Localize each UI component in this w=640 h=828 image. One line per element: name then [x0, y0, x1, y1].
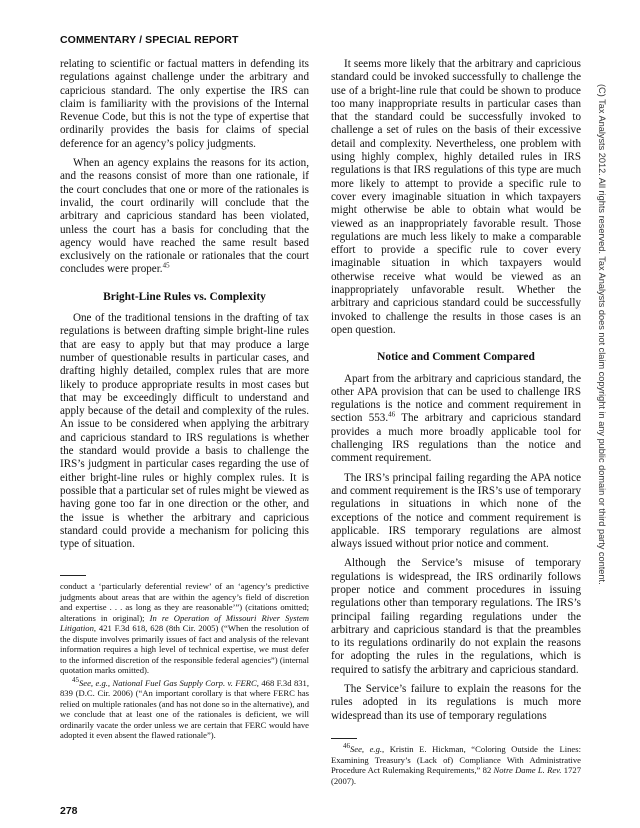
footnote-text: , 468 F.3d 831, 839 (D.C. Cir. 2006) (“An important corollary is that where FERC has relied on multiple rationales (and has not done so in the alternative), and we conclude that at least one of the rationales is deficient, we will ordinarily vacate the order unless we are certain that FERC would have adopted it even absent the flawed rationale”). — [60, 677, 309, 740]
paragraph-text: Apart from the arbitrary and capricious standard, the other APA provision that can be used to challenge IRS regulations is the notice and comment requirement in section 553. — [331, 372, 581, 425]
section-heading: Notice and Comment Compared — [377, 351, 535, 364]
left-column — [60, 58, 309, 557]
footnotes-right — [331, 744, 581, 788]
footnote-46 — [331, 744, 581, 786]
footnote-continuation — [60, 581, 309, 676]
paragraph: relating to scientific or factual matters in defending its regulations against challenge under the arbitrary and capricious standard. The only expertise the IRS can claim is familiarity with the provisions of the Internal Revenue Code, but this is not the type of expertise that ordinarily provides the basis for claims of special deference for an agency’s policy judgments. — [60, 58, 309, 150]
paragraph: Although the Service’s misuse of temporary regulations is widespread, the IRS ordinarily follows proper notice and comment procedures in issuing regulations other than temporary regulations. The IRS’s principal failing regarding regulations under the arbitrary and capricious standard is that the preambles to its regulations ordinarily do not explain the reasons for adopting the rules in the regulations, which is required to satisfy the arbitrary and capricious standard. — [331, 557, 581, 676]
footnote-ref-45[interactable]: 45 — [162, 261, 170, 270]
footnote-text: 1727 (2007). — [331, 765, 581, 786]
paragraph: One of the traditional tensions in the drafting of tax regulations is between drafting simple bright-line rules that are easy to apply but that may produce a large number of questionable results in particular cases, and drafting highly detailed, complex rules that are more likely to produce appropriate results in most cases but that may be exceedingly difficult to understand and apply because of the detail and complexity of the rules. An issue to be considered when applying the arbitrary and capricious standard to IRS regulations is whether the standard would provide a basis to challenge the IRS’s judgment in particular cases regarding the use of either bright-line rules or highly complex rules. It is possible that a particular set of rules might be viewed as having gone too far in one direction or the other, and the issue is whether the arbitrary and capricious standard could provide a mechanism for policing this type of situation. — [60, 312, 309, 551]
footnote-divider — [331, 738, 357, 739]
journal-name: Notre Dame L. Rev. — [493, 765, 562, 775]
paragraph — [331, 373, 581, 466]
running-header: COMMENTARY / SPECIAL REPORT — [60, 34, 239, 46]
citation-signal: See, e.g., National Fuel Gas Supply Corp. v. FERC — [79, 677, 257, 688]
footnote-45 — [60, 675, 309, 741]
paragraph-text: The arbitrary and capricious standard provides a much more broadly applicable tool for challenging IRS regulations than the notice and comment requirement. — [331, 412, 581, 465]
section-heading: Bright-Line Rules vs. Complexity — [103, 290, 266, 303]
citation-signal: See, e.g. — [350, 744, 383, 754]
footnote-text: , 421 F.3d 618, 628 (8th Cir. 2005) (“When the resolution of the dispute involves primarily issues of fact and analysis of the relevant information requires a high level of technical expertise, we must defer to the informed discretion of the responsible federal agencies”) (internal quotation marks omitted). — [60, 623, 309, 675]
paragraph-text: When an agency explains the reasons for its action, and the reasons consist of more than one rationale, if the court concludes that one or more of the rationales is invalid, the court ordinarily will conclude that the arbitrary and capricious standard has been violated, unless the court has a basis for concluding that the agency would have reached the same result based exclusively on the rationale or rationales that the court concludes were proper. — [60, 157, 309, 276]
footnote-ref-46[interactable]: 46 — [388, 410, 396, 419]
footnote-number: 46 — [343, 742, 350, 751]
footnote-divider — [60, 575, 86, 576]
case-name: In re Operation of Missouri River System Litigation — [60, 612, 309, 633]
copyright-notice: (C) Tax Analysts 2012. All rights reserved. Tax Analysts does not claim copyright in any public domain or third party content. — [597, 84, 607, 585]
footnote-text: , Kristin E. Hickman, “Coloring Outside the Lines: Examining Treasury’s (Lack of) Compliance With Administrative Procedure Act Rulemaking Requirements,” 82 — [331, 744, 581, 775]
paragraph: The IRS’s principal failing regarding the APA notice and comment requirement is the IRS’s use of temporary regulations in situations in which none of the exceptions of the notice and comment requirement is applicable. IRS temporary regulations are almost always issued without prior notice and comment. — [331, 471, 581, 551]
footnote-text: conduct a ‘particularly deferential review’ of an ‘agency’s predictive judgments about areas that are within the agency’s field of discretion and expertise . . . as long as they are reasonable’”) (citations omitted; alterations in original); — [60, 581, 309, 623]
right-column — [331, 58, 581, 729]
paragraph — [60, 157, 309, 277]
page-number: 278 — [60, 805, 78, 817]
copyright-sidebar — [594, 84, 610, 585]
footnote-number: 45 — [72, 675, 79, 684]
footnotes-left — [60, 581, 309, 743]
paragraph: The Service’s failure to explain the reasons for the rules adopted in its regulations is much more widespread than its use of temporary regulations — [331, 683, 581, 722]
paragraph: It seems more likely that the arbitrary and capricious standard could be invoked successfully to challenge the use of a bright-line rule that could be shown to produce too many inappropriate results in particular cases than that the standard could be successfully invoked to challenge a set of rules on the basis of their excessive detail and complexity. Nevertheless, one problem with using highly complex, highly detailed rules in IRS regulations is that IRS regulations of this type are much more likely to attempt to provide a specific rule to cover every imaginable situation in which taxpayers might otherwise be able to obtain what would be viewed as an inappropriately favorable result. Those regulations are much less likely to make a comparable effort to provide a specific rule to cover every imaginable situation in which taxpayers would otherwise receive what would be viewed as an inappropriately unfavorable result. Whether the arbitrary and capricious standard could be successfully invoked to challenge the results in those cases is an open question. — [331, 58, 581, 336]
